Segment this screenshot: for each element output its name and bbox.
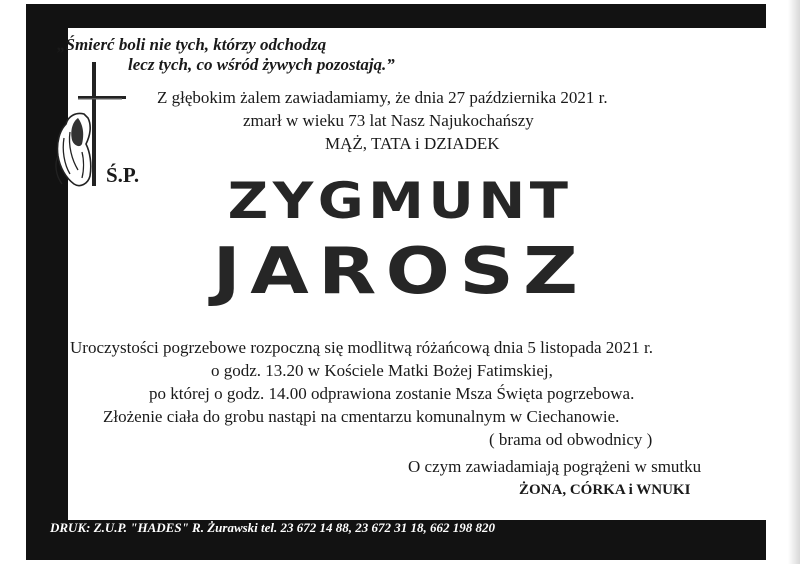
printer-footer: DRUK: Z.U.P. "HADES" R. Żurawski tel. 23 672 14 88, 23 672 31 18, 662 198 820 bbox=[50, 520, 496, 535]
deceased-last-name: JAROSZ bbox=[212, 235, 588, 309]
quote-line-2: lecz tych, co wśród żywych pozostają.” bbox=[128, 55, 395, 74]
announce-line-1: Z głębokim żalem zawiadamiamy, że dnia 27 października 2021 r. bbox=[157, 88, 608, 107]
ceremony-line-4: Złożenie ciała do grobu nastąpi na cmentarzu komunalnym w Ciechanowie. bbox=[103, 407, 620, 426]
sp-label: Ś.P. bbox=[106, 163, 140, 187]
deceased-first-name: ZYGMUNT bbox=[227, 172, 573, 230]
announce-line-3: MĄŻ, TATA i DZIADEK bbox=[325, 134, 500, 153]
closing-line-1: O czym zawiadamiają pogrążeni w smutku bbox=[408, 457, 702, 476]
ceremony-line-5: ( brama od obwodnicy ) bbox=[489, 430, 653, 449]
announce-line-2: zmarł w wieku 73 lat Nasz Najukochańszy bbox=[243, 111, 534, 130]
ceremony-line-1: Uroczystości pogrzebowe rozpoczną się modlitwą różańcową dnia 5 listopada 2021 r. bbox=[70, 338, 654, 357]
scan-edge bbox=[788, 0, 800, 564]
ceremony-line-3: po której o godz. 14.00 odprawiona zostanie Msza Święta pogrzebowa. bbox=[149, 384, 635, 403]
ceremony-line-2: o godz. 13.20 w Kościele Matki Bożej Fatimskiej, bbox=[211, 361, 553, 380]
quote-line-1: „Śmierć boli nie tych, którzy odchodzą bbox=[57, 35, 327, 54]
closing-line-2: ŻONA, CÓRKA i WNUKI bbox=[519, 482, 691, 498]
